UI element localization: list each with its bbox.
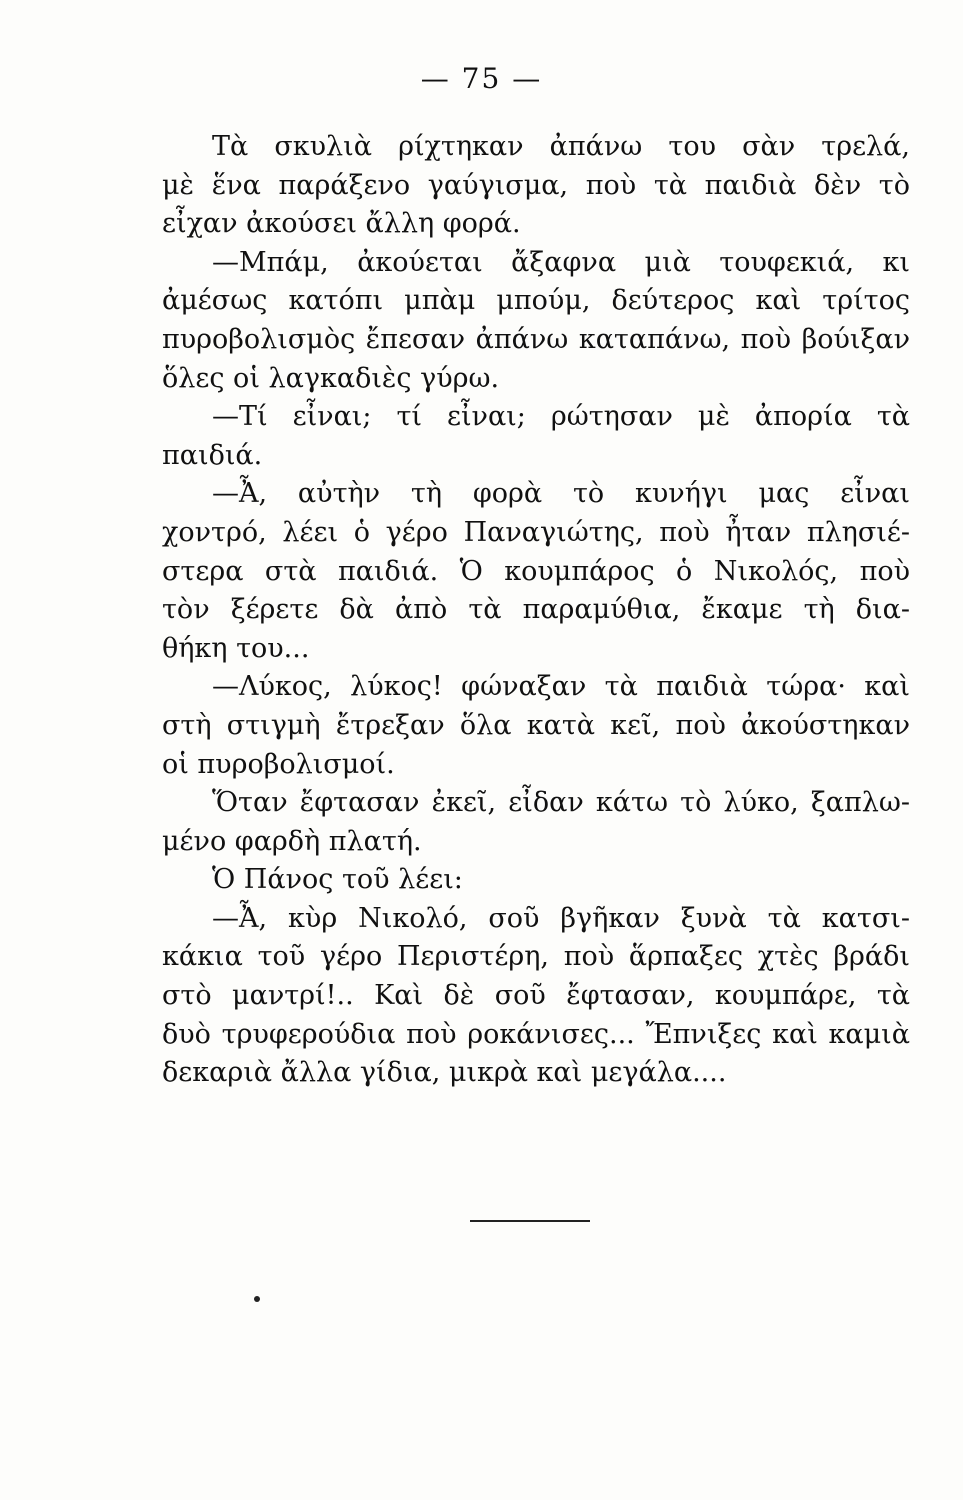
text-line: δεκαριὰ ἄλλα γίδια, μικρὰ καὶ μεγάλα.... — [162, 1057, 727, 1089]
text-line: μένο φαρδὴ πλατή. — [162, 825, 422, 857]
section-separator — [470, 1220, 590, 1222]
text-line: Τὰ σκυλιὰ ρίχτηκαν ἀπάνω του σὰν τρελά, — [212, 131, 910, 162]
text-line: στὸ μαντρί!.. Καὶ δὲ σοῦ ἔφτασαν, κουμπάρε, τὰ — [162, 980, 910, 1012]
text-line: δυὸ τρυφερούδια ποὺ ροκάνισες... Ἔπνιξες καὶ καμιὰ — [162, 1018, 910, 1050]
text-line: τὸν ξέρετε δὰ ἀπὸ τὰ παραμύθια, ἔκαμε τὴ δια- — [162, 594, 910, 626]
body-text — [162, 128, 910, 1093]
text-line: θήκη του... — [162, 632, 310, 664]
text-line: —Λύκος, λύκος! φώναξαν τὰ παιδιὰ τώρα· καὶ — [212, 671, 910, 703]
text-line: πυροβολισμὸς ἔπεσαν ἀπάνω καταπάνω, ποὺ βούιξαν — [162, 323, 910, 355]
print-dot — [254, 1296, 260, 1302]
text-line: κάκια τοῦ γέρο Περιστέρη, ποὺ ἅρπαξες χτὲς βράδι — [162, 941, 910, 973]
text-line: Ὁ Πάνος τοῦ λέει: — [212, 864, 463, 896]
text-line: οἱ πυροβολισμοί. — [162, 748, 395, 780]
text-line: —Ἆ, αὐτὴν τὴ φορὰ τὸ κυνήγι μας εἶναι — [212, 478, 910, 510]
text-line: παιδιά. — [162, 439, 263, 471]
text-line: στερα στὰ παιδιά. Ὁ κουμπάρος ὁ Νικολός, ποὺ — [162, 555, 910, 587]
text-line: χοντρό, λέει ὁ γέρο Παναγιώτης, ποὺ ἦταν πλησιέ- — [162, 516, 910, 548]
text-line: —Ἆ, κὺρ Νικολό, σοῦ βγῆκαν ξυνὰ τὰ κατσι- — [212, 902, 910, 934]
text-line: εἶχαν ἀκούσει ἄλλη φορά. — [162, 208, 521, 240]
text-line: Ὅταν ἔφτασαν ἐκεῖ, εἶδαν κάτω τὸ λύκο, ξαπλω- — [212, 787, 910, 819]
text-line: —Μπάμ, ἀκούεται ἄξαφνα μιὰ τουφεκιά, κι — [212, 246, 910, 278]
text-line: ὅλες οἱ λαγκαδιὲς γύρω. — [162, 362, 500, 394]
text-line: ἀμέσως κατόπι μπὰμ μπούμ, δεύτερος καὶ τρίτος — [162, 285, 910, 317]
text-line: μὲ ἕνα παράξενο γαύγισμα, ποὺ τὰ παιδιὰ δὲν τὸ — [162, 169, 910, 201]
text-line: στὴ στιγμὴ ἔτρεξαν ὅλα κατὰ κεῖ, ποὺ ἀκούστηκαν — [162, 709, 910, 741]
page-number: — 75 — — [420, 62, 543, 95]
text-line: —Τί εἶναι; τί εἶναι; ρώτησαν μὲ ἀπορία τὰ — [212, 401, 910, 433]
